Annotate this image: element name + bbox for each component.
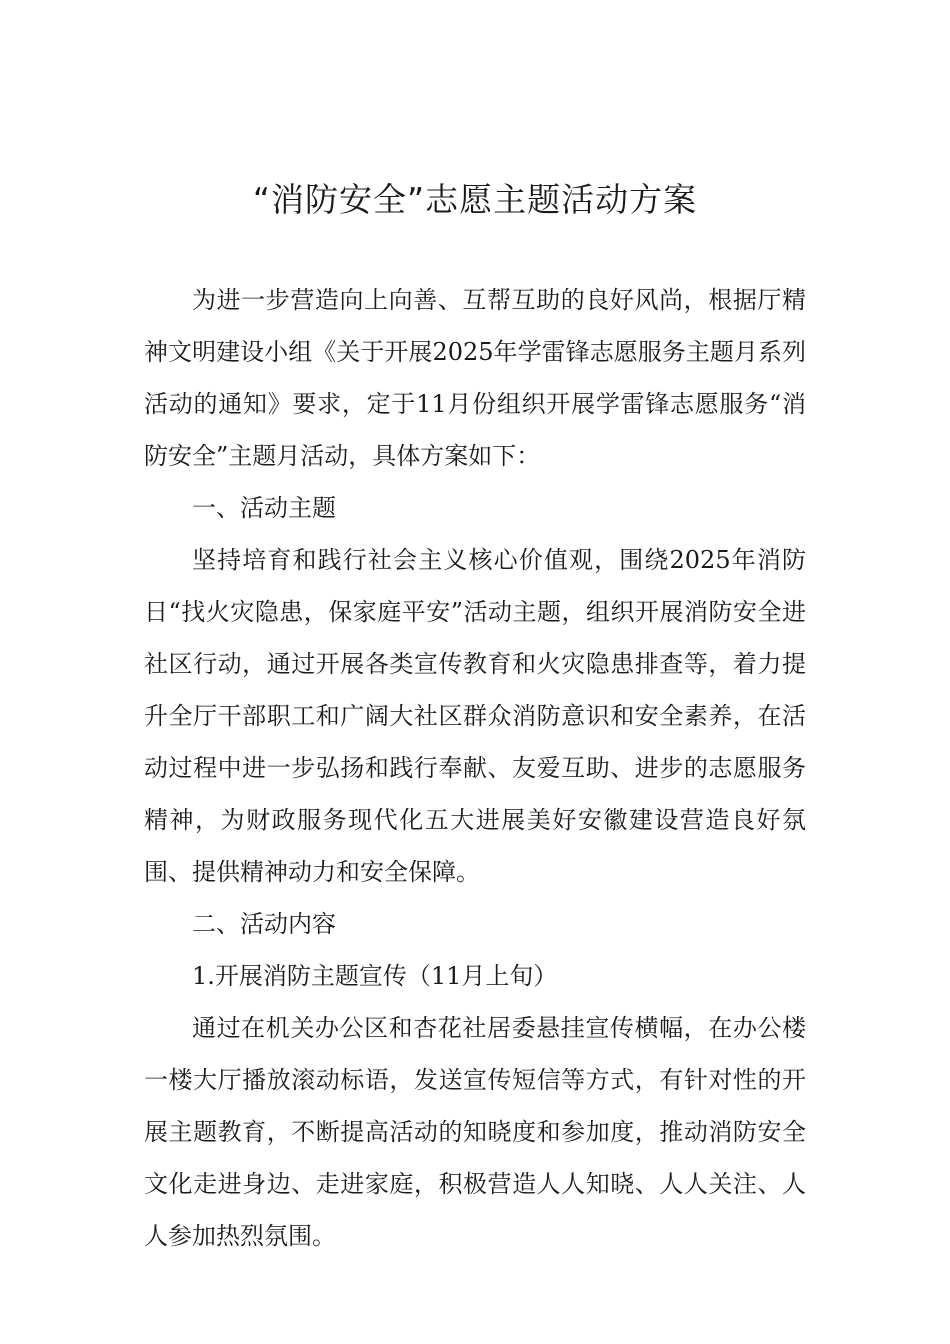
section-heading-content: 二、活动内容 [192, 910, 336, 938]
subsection-paragraph-publicity: 通过在机关办公区和杏花社居委悬挂宣传横幅，在办公楼一楼大厅播放滚动标语，发送宣传短信等方式，有针对性的开展主题教育，不断提高活动的知晓度和参加度，推动消防安全文化走进身边、走进家庭，积极营造人人知晓、人人关注、人人参加热烈氛围。 [144, 1014, 806, 1250]
section-heading-theme: 一、活动主题 [192, 494, 336, 522]
subsection-heading-publicity: 1.开展消防主题宣传（11月上旬） [192, 962, 558, 990]
section-paragraph-theme: 坚持培育和践行社会主义核心价值观，围绕2025年消防日“找火灾隐患，保家庭平安”活动主题，组织开展消防安全进社区行动，通过开展各类宣传教育和火灾隐患排查等，着力提升全厅干部职工和广阔大社区群众消防意识和安全素养，在活动过程中进一步弘扬和践行奉献、友爱互助、进步的志愿服务精神，为财政服务现代化五大进展美好安徽建设营造良好氛围、提供精神动力和安全保障。 [144, 546, 806, 886]
document-body [144, 274, 806, 1262]
intro-paragraph: 为进一步营造向上向善、互帮互助的良好风尚，根据厅精神文明建设小组《关于开展2025年学雷锋志愿服务主题月系列活动的通知》要求，定于11月份组织开展学雷锋志愿服务“消防安全”主题月活动，具体方案如下： [144, 286, 806, 470]
document-title: “消防安全”志愿主题活动方案 [252, 180, 698, 219]
